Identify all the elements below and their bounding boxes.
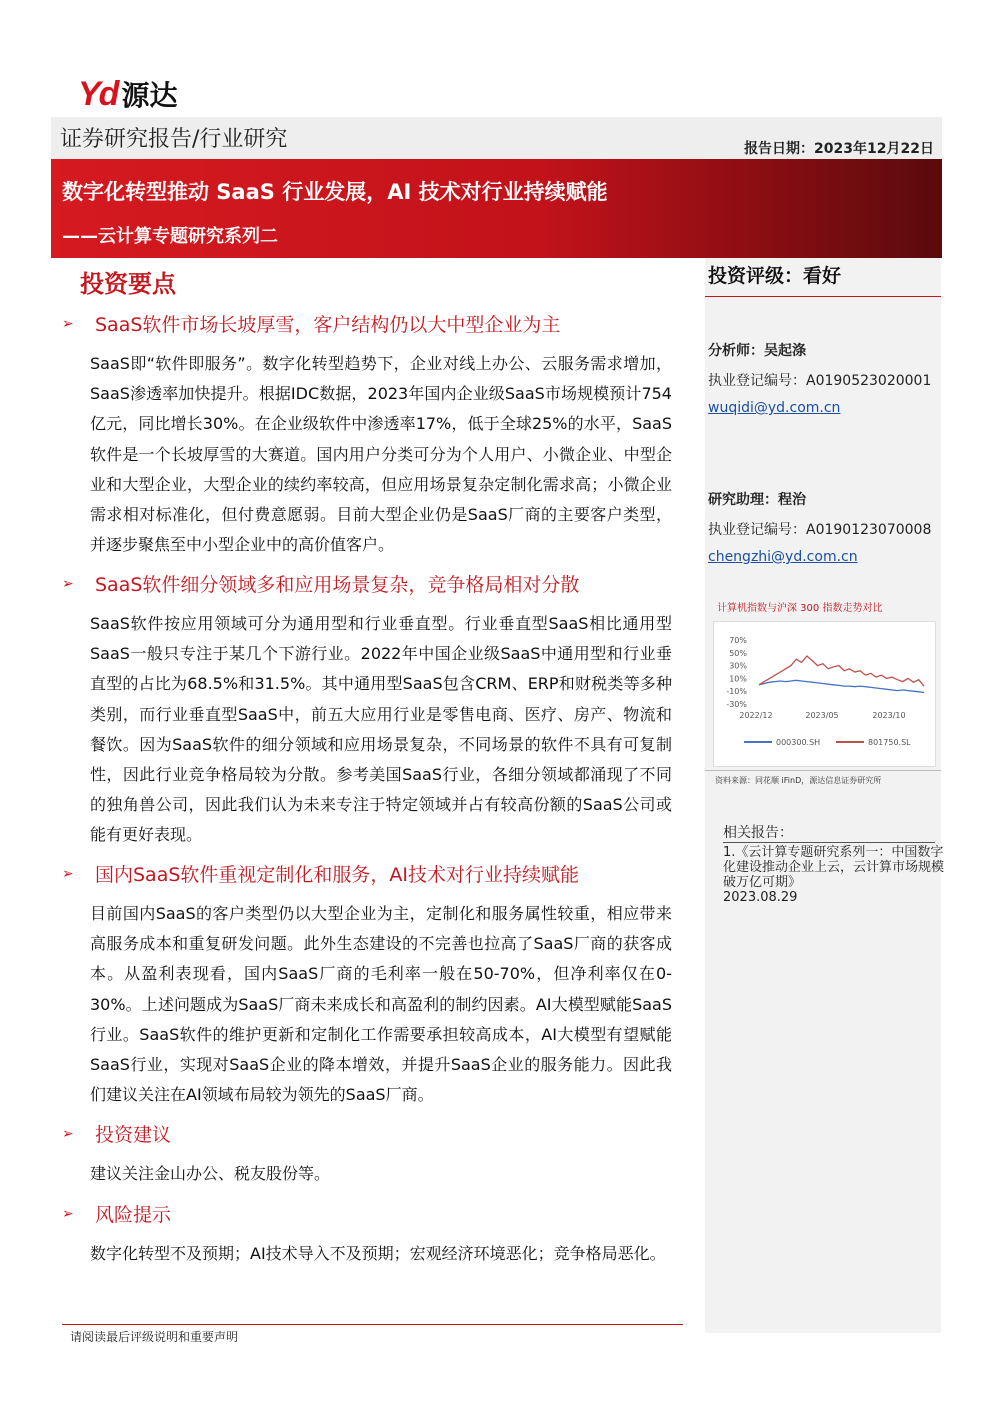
report-type: 证券研究报告/行业研究	[60, 127, 288, 152]
report-subtitle: ——云计算专题研究系列二	[62, 226, 278, 247]
legend-label: 000300.SH	[776, 738, 821, 747]
y-tick-label: 30%	[729, 661, 747, 671]
related-report-date: 2023.08.29	[723, 890, 798, 905]
footer-divider	[62, 1324, 683, 1325]
assistant-email-link[interactable]: chengzhi@yd.com.cn	[708, 549, 858, 565]
y-tick-label: -10%	[726, 687, 747, 697]
report-date: 报告日期：2023年12月22日	[744, 141, 934, 157]
related-divider	[723, 842, 935, 843]
logo-mark: Yd	[78, 74, 118, 113]
report-title: 数字化转型推动 SaaS 行业发展，AI 技术对行业持续赋能	[62, 180, 608, 204]
chart-source: 资料来源：同花顺 iFinD，源达信息证券研究所	[715, 776, 882, 785]
section-title: 国内SaaS软件重视定制化和服务，AI技术对行业持续赋能	[95, 864, 580, 886]
related-report-item[interactable]: 1.《云计算专题研究系列一：中国数字化建设推动企业上云，云计算市场规模破万亿可期》	[723, 845, 945, 890]
arrow-bullet-icon: ➢	[62, 865, 74, 882]
footer-disclaimer: 请阅读最后评级说明和重要声明	[70, 1330, 239, 1344]
section-paragraph: 目前国内SaaS的客户类型仍以大型企业为主，定制化和服务属性较重，相应带来高服务成本和重复研发问题。此外生态建设的不完善也拉高了SaaS厂商的获客成本。从盈利表现看，国内SaaS厂商的毛利率一般在50-70%，但净利率仅在0-30%。上述问题成为SaaS厂商未来成长和高盈利的制约因素。AI大模型赋能SaaS行业。SaaS软件的维护更新和定制化工作需要承担较高成本，AI大模型有望赋能SaaS行业，实现对SaaS企业的降本增效，并提升SaaS企业的服务能力。因此我们建议关注在AI领域布局较为领先的SaaS厂商。	[90, 904, 672, 1105]
analyst-name: 分析师：吴起涤	[708, 343, 806, 359]
section-bullet-3	[62, 860, 579, 887]
assistant-registration: 执业登记编号：A0190123070008	[708, 522, 932, 538]
y-tick-label: -30%	[726, 700, 747, 709]
section-bullet-2	[62, 570, 579, 597]
section-bullet-5	[62, 1200, 171, 1227]
chart-title: 计算机指数与沪深 300 指数走势对比	[717, 603, 883, 614]
section-paragraph: SaaS即“软件即服务”。数字化转型趋势下，企业对线上办公、云服务需求增加，SaaS渗透率加快提升。根据IDC数据，2023年国内企业级SaaS市场规模预计754亿元，同比增长30%。在企业级软件中渗透率17%，低于全球25%的水平，SaaS软件是一个长坡厚雪的大赛道。国内用户分类可分为个人用户、小微企业、中型企业和大型企业，大型企业的续约率较高，但应用场景复杂定制化需求高；小微企业需求相对标准化，但付费意愿弱。目前大型企业仍是SaaS厂商的主要客户类型，并逐步聚焦至中小型企业中的高价值客户。	[90, 354, 672, 555]
index-comparison-chart	[713, 621, 936, 767]
section-title: 风险提示	[95, 1204, 172, 1226]
sidebar	[705, 258, 941, 1333]
section-title: 投资建议	[95, 1124, 172, 1146]
arrow-bullet-icon: ➢	[62, 575, 74, 592]
y-tick-label: 50%	[729, 648, 747, 658]
section-bullet-1	[62, 310, 560, 337]
chart-divider	[705, 770, 941, 771]
y-tick-label: 70%	[729, 636, 747, 645]
investment-highlights-heading: 投资要点	[80, 270, 176, 298]
section-paragraph: 数字化转型不及预期；AI技术导入不及预期；宏观经济环境恶化；竞争格局恶化。	[90, 1244, 666, 1263]
section-title: SaaS软件市场长坡厚雪，客户结构仍以大中型企业为主	[95, 314, 561, 336]
arrow-bullet-icon: ➢	[62, 315, 74, 332]
section-paragraph: 建议关注金山办公、税友股份等。	[90, 1164, 331, 1183]
assistant-name: 研究助理：程治	[708, 492, 806, 508]
investment-rating: 投资评级：看好	[708, 265, 842, 287]
y-tick-label: 10%	[729, 674, 747, 684]
legend-label: 801750.SL	[868, 738, 911, 747]
arrow-bullet-icon: ➢	[62, 1205, 74, 1222]
analyst-registration: 执业登记编号：A0190523020001	[708, 373, 932, 389]
series-line-000300-sh	[759, 680, 924, 692]
x-tick-label: 2022/12	[739, 711, 773, 720]
company-logo	[78, 76, 177, 112]
section-title: SaaS软件细分领域多和应用场景复杂，竞争格局相对分散	[95, 574, 580, 596]
x-tick-label: 2023/10	[872, 711, 906, 720]
related-reports-title: 相关报告：	[723, 825, 793, 841]
logo-name: 源达	[121, 79, 178, 112]
x-tick-label: 2023/05	[805, 711, 839, 720]
section-bullet-4	[62, 1120, 171, 1147]
rating-divider	[705, 296, 941, 297]
chart-svg	[714, 622, 937, 768]
analyst-email-link[interactable]: wuqidi@yd.com.cn	[708, 400, 841, 416]
section-paragraph: SaaS软件按应用领域可分为通用型和行业垂直型。行业垂直型SaaS相比通用型SaaS一般只专注于某几个下游行业。2022年中国企业级SaaS中通用型和行业垂直型的占比为68.5%和31.5%。其中通用型SaaS包含CRM、ERP和财税类等多种类别，而行业垂直型SaaS中，前五大应用行业是零售电商、医疗、房产、物流和餐饮。因为SaaS软件的细分领域和应用场景复杂，不同场景的软件不具有可复制性，因此行业竞争格局较为分散。参考美国SaaS行业，各细分领域都涌现了不同的独角兽公司，因此我们认为未来专注于特定领域并占有较高份额的SaaS公司或能有更好表现。	[90, 614, 672, 845]
arrow-bullet-icon: ➢	[62, 1125, 74, 1142]
